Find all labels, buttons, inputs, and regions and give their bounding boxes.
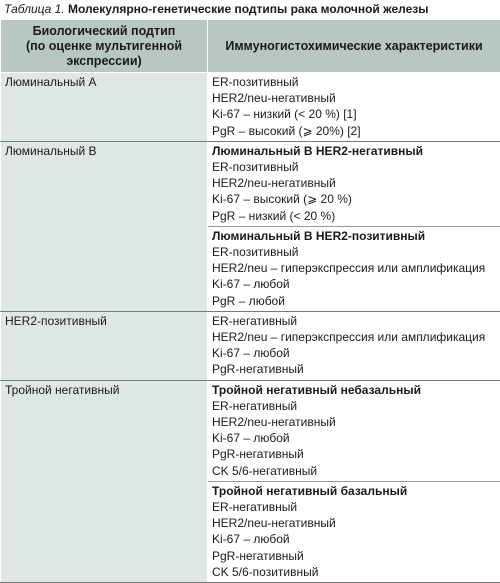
header-subtype-line: экспрессии): [5, 54, 203, 69]
characteristic-heading: Тройной негативный небазальный: [212, 382, 496, 398]
characteristic-line: HER2/neu-негативный: [212, 414, 496, 430]
characteristic-line: PgR-негативный: [212, 446, 496, 462]
table-row: [1, 380, 500, 481]
table-row: [1, 141, 500, 226]
characteristic-line: ER-позитивный: [212, 244, 496, 260]
subtype-cell: Люминальный В: [1, 141, 208, 311]
table-header-row: [1, 20, 500, 73]
characteristics-cell: [208, 481, 500, 582]
header-subtype-line: Биологический подтип: [5, 24, 203, 39]
caption-title: Молекулярно-генетические подтипы рака молочной железы: [68, 2, 428, 16]
characteristic-line: PgR-негативный: [212, 361, 496, 377]
characteristic-line: Ki-67 – любой: [212, 430, 496, 446]
characteristic-line: PgR – высокий (⩾ 20%) [2]: [212, 123, 496, 139]
header-subtype: [1, 20, 208, 73]
characteristic-line: ER-негативный: [212, 499, 496, 515]
characteristic-heading: Люминальный В HER2-негативный: [212, 143, 496, 159]
characteristics-cell: [208, 226, 500, 311]
characteristic-line: Ki-67 – любой: [212, 345, 496, 361]
characteristics-cell: [208, 141, 500, 226]
characteristic-line: CK 5/6-негативный: [212, 463, 496, 479]
table-caption: [0, 0, 500, 19]
characteristic-line: ER-негативный: [212, 313, 496, 329]
characteristic-line: HER2/neu-негативный: [212, 515, 496, 531]
characteristic-line: Ki-67 – любой: [212, 276, 496, 292]
characteristic-line: PgR – низкий (< 20 %): [212, 208, 496, 224]
characteristic-line: CK 5/6-позитивный: [212, 564, 496, 580]
characteristic-line: Ki-67 – низкий (< 20 %) [1]: [212, 106, 496, 122]
characteristics-cell: [208, 311, 500, 380]
caption-label: Таблица 1.: [4, 2, 65, 16]
characteristic-line: HER2/neu – гиперэкспрессия или амплификация: [212, 260, 496, 276]
characteristic-line: HER2/neu – гиперэкспрессия или амплификация: [212, 329, 496, 345]
characteristic-heading: Люминальный В HER2-позитивный: [212, 228, 496, 244]
characteristic-line: ER-позитивный: [212, 74, 496, 90]
table-row: [1, 73, 500, 142]
header-subtype-line: (по оценке мультигенной: [5, 39, 203, 54]
table-row: [1, 311, 500, 380]
characteristic-heading: Тройной негативный базальный: [212, 483, 496, 499]
characteristics-cell: [208, 73, 500, 142]
characteristic-line: PgR-негативный: [212, 548, 496, 564]
subtype-cell: Тройной негативный: [1, 380, 208, 582]
characteristic-line: Ki-67 – любой: [212, 531, 496, 547]
characteristic-line: HER2/neu-негативный: [212, 175, 496, 191]
subtype-cell: Люминальный А: [1, 73, 208, 142]
characteristic-line: ER-позитивный: [212, 159, 496, 175]
characteristics-cell: [208, 380, 500, 481]
subtypes-table: [0, 19, 500, 583]
characteristic-line: PgR – любой: [212, 293, 496, 309]
subtype-cell: HER2-позитивный: [1, 311, 208, 380]
header-characteristics: Иммуногистохимические характеристики: [208, 20, 500, 73]
characteristic-line: ER-негативный: [212, 398, 496, 414]
characteristic-line: Ki-67 – высокий (⩾ 20 %): [212, 191, 496, 207]
characteristic-line: HER2/neu-негативный: [212, 90, 496, 106]
